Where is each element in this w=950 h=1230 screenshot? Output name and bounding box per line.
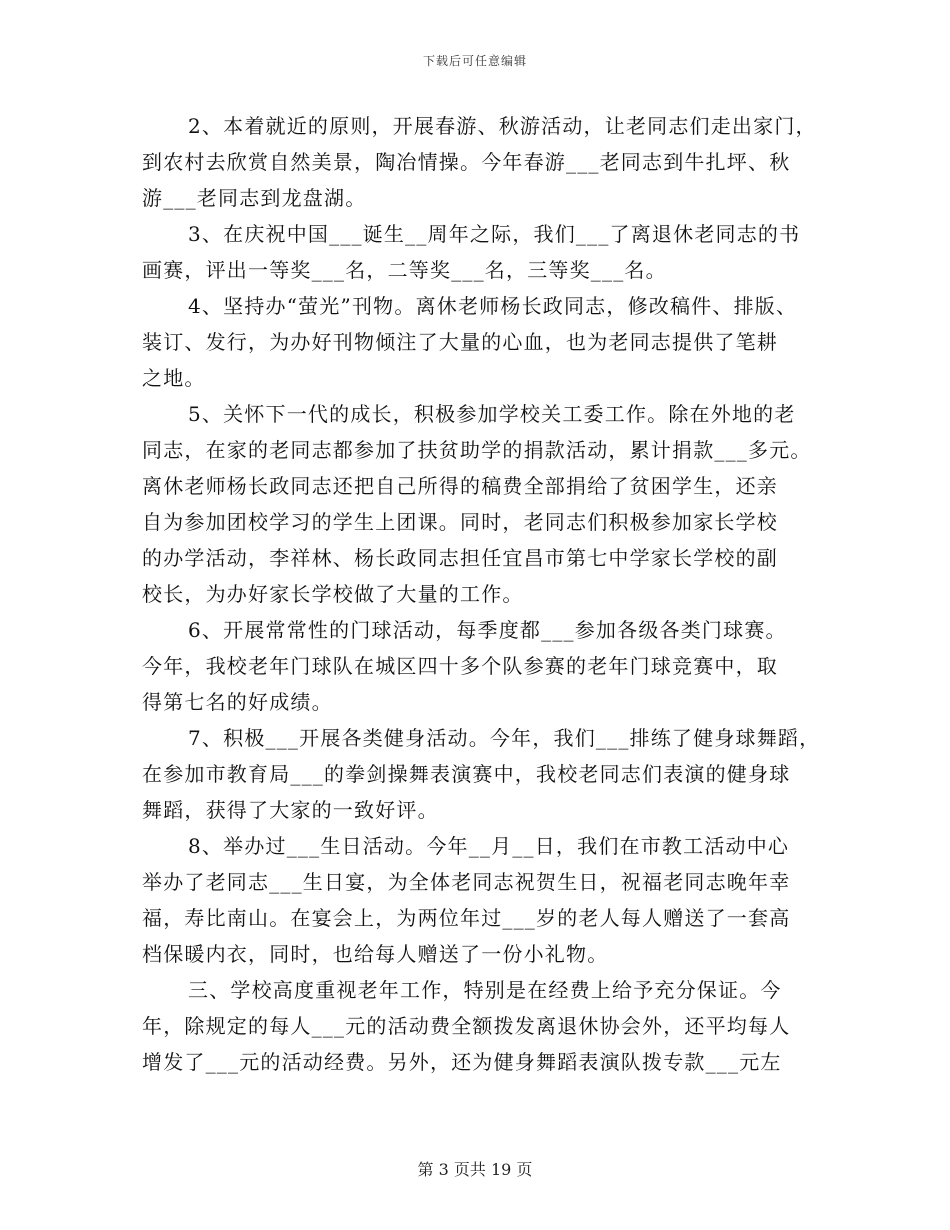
- text-line: 画赛，评出一等奖___名，二等奖___名，三等奖___名。: [142, 258, 667, 282]
- page-header: 下载后可任意编辑: [422, 54, 527, 68]
- text-line: 6、开展常常性的门球活动，每季度都___参加各级各类门球赛。: [188, 618, 787, 642]
- text-line: 4、坚持办“萤光”刊物。离休老师杨长政同志，修改稿件、排版、: [188, 294, 798, 318]
- text-line: 装订、发行，为办好刊物倾注了大量的心血，也为老同志提供了笔耕: [142, 330, 778, 354]
- text-line: 2、本着就近的原则，开展春游、秋游活动，让老同志们走出家门，: [188, 114, 817, 138]
- text-line: 8、举办过___生日活动。今年__月__日，我们在市教工活动中心: [188, 834, 790, 858]
- text-line: 5、关怀下一代的成长，积极参加学校关工委工作。除在外地的老: [188, 402, 796, 426]
- text-line: 之地。: [142, 366, 206, 390]
- document-body: [142, 108, 832, 1080]
- text-line: 离休老师杨长政同志还把自己所得的稿费全部捐给了贫困学生，还亲: [142, 474, 778, 498]
- text-line: 举办了老同志___生日宴，为全体老同志祝贺生日，祝福老同志晚年幸: [142, 870, 791, 894]
- text-line: 三、学校高度重视老年工作，特别是在经费上给予充分保证。今: [188, 978, 782, 1002]
- text-line: 档保暖内衣，同时，也给每人赠送了一份小礼物。: [142, 942, 609, 966]
- page-number: 第 3 页共 19 页: [417, 1160, 533, 1179]
- text-line: 得第七名的好成绩。: [142, 690, 333, 714]
- text-line: 在参加市教育局___的拳剑操舞表演赛中，我校老同志们表演的健身球: [142, 762, 791, 786]
- text-line: 增发了___元的活动经费。另外，还为健身舞蹈表演队拨专款___元左: [142, 1050, 782, 1074]
- text-line: 的办学活动，李祥林、杨长政同志担任宜昌市第七中学家长学校的副: [142, 546, 778, 570]
- text-line: 自为参加团校学习的学生上团课。同时，老同志们积极参加家长学校: [142, 510, 778, 534]
- text-line: 同志，在家的老同志都参加了扶贫助学的捐款活动，累计捐款___多元。: [142, 438, 812, 462]
- text-line: 游___老同志到龙盘湖。: [142, 186, 367, 210]
- text-line: 3、在庆祝中国___诞生__周年之际，我们___了离退休老同志的书: [188, 222, 801, 246]
- text-line: 校长，为办好家长学校做了大量的工作。: [142, 582, 524, 606]
- text-line: 舞蹈，获得了大家的一致好评。: [142, 798, 439, 822]
- text-line: 年，除规定的每人___元的活动费全额拨发离退休协会外，还平均每人: [142, 1014, 791, 1038]
- text-line: 7、积极___开展各类健身活动。今年，我们___排练了健身球舞蹈，: [188, 726, 821, 750]
- text-line: 今年，我校老年门球队在城区四十多个队参赛的老年门球竞赛中，取: [142, 654, 778, 678]
- text-line: 到农村去欣赏自然美景，陶冶情操。今年春游___老同志到牛扎坪、秋: [142, 150, 791, 174]
- text-line: 福，寿比南山。在宴会上，为两位年过___岁的老人每人赠送了一套高: [142, 906, 791, 930]
